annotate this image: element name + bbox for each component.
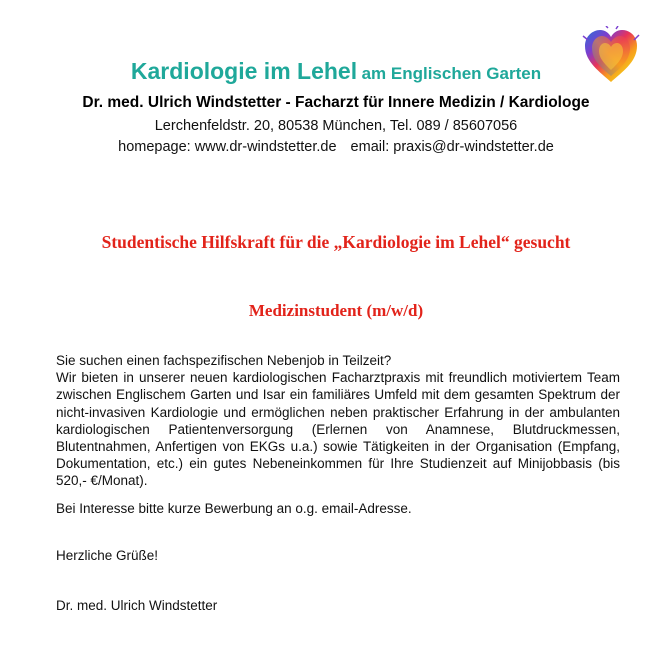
practice-name: Kardiologie im Lehel: [130, 58, 358, 84]
position-title: Medizinstudent (m/w/d): [248, 301, 424, 320]
doctor-line: Dr. med. Ulrich Windstetter - Facharzt für Innere Medizin / Kardiologe: [82, 94, 590, 111]
address-line: Lerchenfeldstr. 20, 80538 München, Tel. 089 / 85607056: [154, 118, 518, 134]
email-link[interactable]: email: praxis@dr-windstetter.de: [350, 139, 554, 155]
practice-title: [0, 58, 672, 85]
greeting: Herzliche Grüße!: [56, 548, 159, 563]
homepage-link[interactable]: homepage: www.dr-windstetter.de: [118, 139, 337, 155]
heart-icon: [580, 26, 642, 86]
intro-section: [56, 352, 620, 490]
contact-line: [0, 139, 672, 155]
intro-question: Sie suchen einen fachspezifischen Nebenjob in Teilzeit?: [56, 353, 392, 368]
job-headline: Studentische Hilfskraft für die „Kardiologie im Lehel“ gesucht: [101, 232, 571, 252]
signature: Dr. med. Ulrich Windstetter: [56, 598, 218, 613]
application-note: Bei Interesse bitte kurze Bewerbung an o.g. email-Adresse.: [56, 501, 412, 516]
offer-paragraph: Wir bieten in unserer neuen kardiologischen Facharztpraxis mit freundlich motiviertem Team zwischen Englischem Garten und Isar ein familiäres Umfeld mit dem gesamten Spektrum der nicht-invasiven Kardiologie und ermöglichen neben praktischer Erfahrung in der ambulanten kardiologischen Patientenversorgung (Erlernen von Anamnese, Blutdruckmessen, Blutentnahmen, Anfertigen von EKGs u.a.) sowie Tätigkeiten in der Organisation (Empfang, Dokumentation, etc.) ein gutes Nebeneinkommen für Ihre Studienzeit auf Minijobbasis (bis 520,- €/Monat).: [56, 370, 620, 489]
practice-subtitle: am Englischen Garten: [361, 64, 542, 83]
